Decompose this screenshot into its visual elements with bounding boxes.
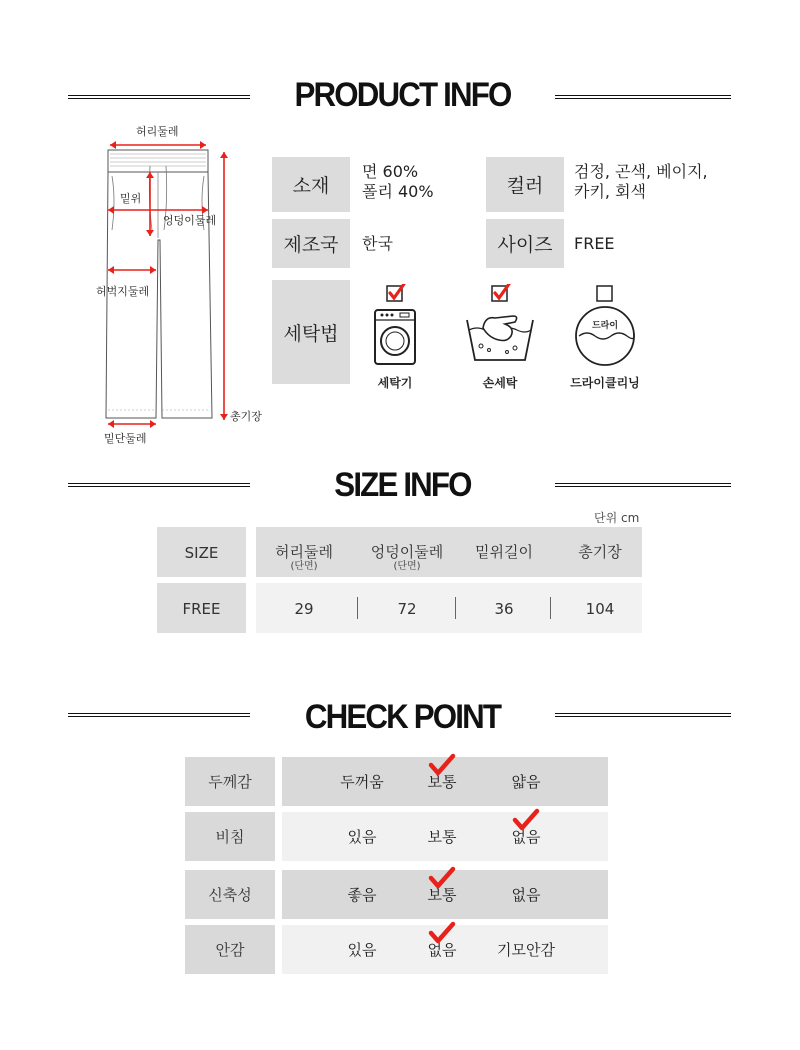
- material-value: [362, 162, 434, 202]
- origin-label: 제조국: [272, 219, 350, 268]
- title-rule-right: [555, 95, 731, 99]
- check-point-option: 보통: [427, 773, 457, 791]
- size-unit: 단위 cm: [594, 511, 640, 525]
- size-divider: [550, 597, 551, 619]
- check-point-option: 없음: [511, 886, 541, 904]
- section-title-check-point: CHECK POINT: [304, 698, 501, 736]
- check-point-option: 보통: [427, 886, 457, 904]
- header-sub: (단면): [393, 561, 421, 572]
- checkmark-icon: [428, 866, 456, 890]
- header-label: 엉덩이둘레: [370, 543, 444, 561]
- size-divider: [357, 597, 358, 619]
- label-hem: 밑단둘레: [104, 432, 147, 445]
- checkmark-icon: [428, 921, 456, 945]
- check-point-label: 신축성: [185, 870, 275, 919]
- size-row-size: FREE: [182, 600, 221, 618]
- size-header-length: 총기장: [578, 543, 622, 561]
- check-point-header: [0, 698, 800, 742]
- color-label: 컬러: [486, 157, 564, 212]
- material-line-2: 폴리 40%: [362, 182, 434, 201]
- size-header-size: SIZE: [184, 544, 219, 562]
- section-title-product-info: PRODUCT INFO: [294, 76, 511, 114]
- hand-wash-icon: [455, 284, 545, 368]
- check-point-options: [282, 925, 608, 974]
- check-point-option: 있음: [347, 941, 377, 959]
- header-label: 허리둘레: [275, 543, 333, 561]
- wash-option-label: 손세탁: [482, 376, 518, 390]
- label-rise: 밑위: [120, 192, 142, 205]
- title-rule-left: [68, 713, 250, 717]
- pants-diagram: [0, 0, 280, 460]
- header-sub: (단면): [290, 561, 318, 572]
- size-label: 사이즈: [486, 219, 564, 268]
- title-rule-left: [68, 483, 250, 487]
- material-label: 소재: [272, 157, 350, 212]
- label-length: 총기장: [230, 410, 262, 423]
- origin-value: 한국: [362, 234, 393, 253]
- pants-outline-icon: [0, 0, 280, 460]
- wash-label: 세탁법: [272, 280, 350, 384]
- wash-option-label: 드라이클리닝: [570, 376, 640, 390]
- label-waist: 허리둘레: [136, 125, 179, 138]
- wash-option-hand: [455, 284, 545, 391]
- dry-clean-icon-text: 드라이: [591, 321, 619, 331]
- label-thigh: 허벅지둘레: [96, 285, 150, 298]
- check-point-options: [282, 757, 608, 806]
- checkmark-icon: [512, 808, 540, 832]
- washing-machine-icon: [350, 284, 440, 368]
- check-point-option: 얇음: [511, 773, 541, 791]
- size-info-header: [0, 466, 800, 510]
- size-value: FREE: [574, 234, 615, 253]
- size-header-hip: [359, 541, 455, 572]
- size-header-waist: [256, 541, 352, 572]
- color-line-2: 카키, 회색: [574, 182, 646, 201]
- title-rule-right: [555, 713, 731, 717]
- size-value-rise: 36: [494, 600, 514, 618]
- label-hip: 엉덩이둘레: [163, 214, 217, 227]
- size-value-hip: 72: [397, 600, 417, 618]
- check-point-label: 비침: [185, 812, 275, 861]
- size-value-waist: 29: [294, 600, 314, 618]
- check-point-option: 두꺼움: [340, 773, 384, 791]
- dry-clean-icon: [560, 284, 650, 368]
- check-point-options: [282, 812, 608, 861]
- size-divider: [455, 597, 456, 619]
- color-value: [574, 162, 708, 202]
- color-line-1: 검정, 곤색, 베이지,: [574, 162, 708, 181]
- check-point-option: 좋음: [347, 886, 377, 904]
- check-point-option: 없음: [427, 941, 457, 959]
- material-line-1: 면 60%: [362, 162, 419, 181]
- check-point-label: 안감: [185, 925, 275, 974]
- checkmark-icon: [428, 753, 456, 777]
- check-point-option: 없음: [511, 828, 541, 846]
- size-header-rise: 밑위길이: [475, 543, 533, 561]
- check-point-options: [282, 870, 608, 919]
- check-point-option: 있음: [347, 828, 377, 846]
- size-value-length: 104: [585, 600, 615, 618]
- wash-option-machine: [350, 284, 440, 391]
- wash-option-label: 세탁기: [377, 376, 413, 390]
- title-rule-right: [555, 483, 731, 487]
- wash-option-dry: [560, 284, 650, 391]
- section-title-size-info: SIZE INFO: [334, 466, 471, 504]
- check-point-label: 두께감: [185, 757, 275, 806]
- check-point-option: 기모안감: [497, 941, 555, 959]
- check-point-option: 보통: [427, 828, 457, 846]
